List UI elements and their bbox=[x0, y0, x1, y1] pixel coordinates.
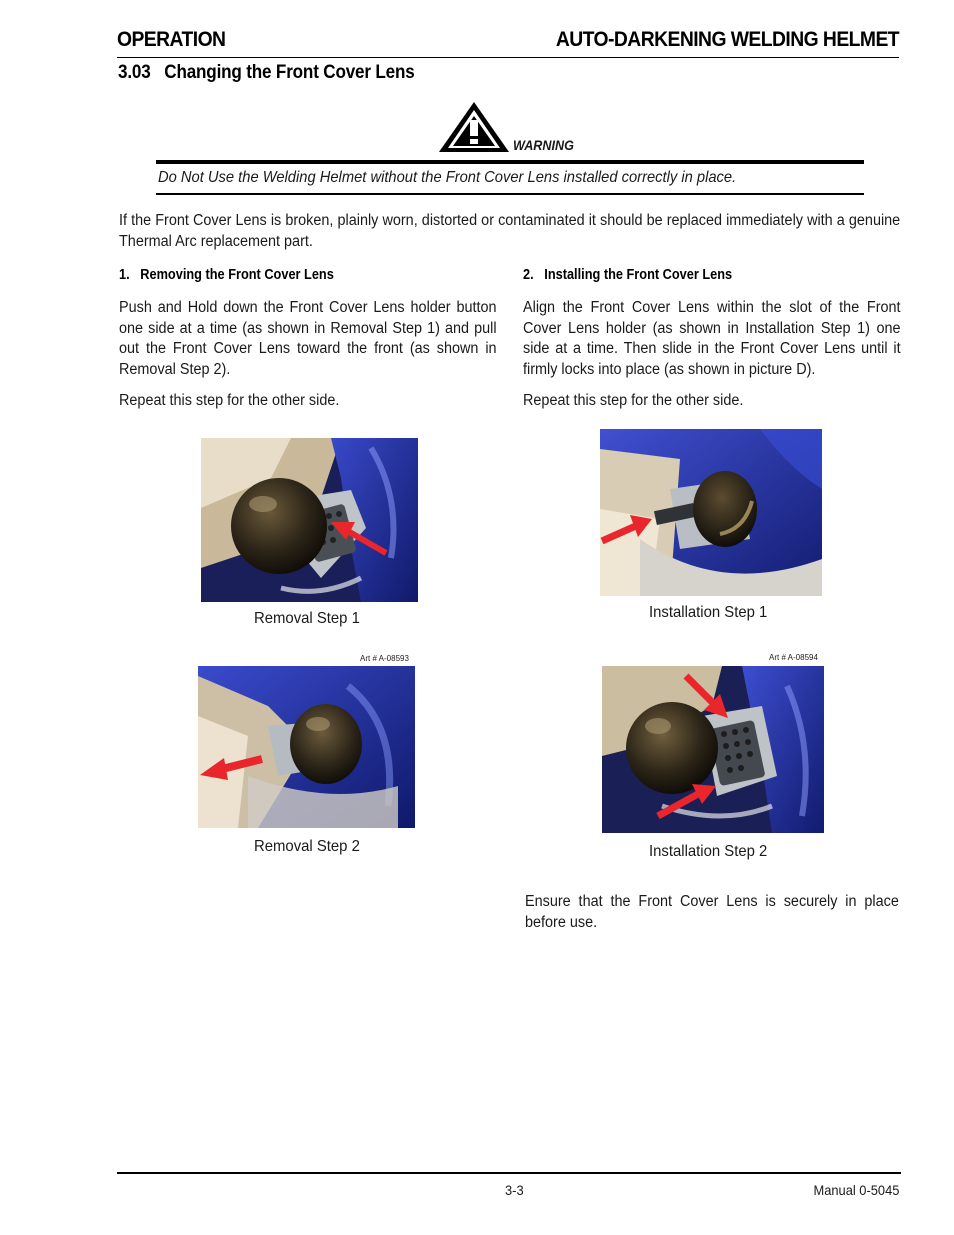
installation-step-1-photo bbox=[600, 429, 822, 596]
removing-repeat: Repeat this step for the other side. bbox=[119, 392, 340, 409]
footer-rule bbox=[117, 1172, 901, 1174]
removal-step-2-caption: Removal Step 2 bbox=[254, 838, 360, 855]
installation-step-2-caption: Installation Step 2 bbox=[649, 843, 768, 860]
installing-repeat: Repeat this step for the other side. bbox=[523, 392, 744, 409]
warning-text: Do Not Use the Welding Helmet without the Front Cover Lens installed correctly in place. bbox=[158, 169, 737, 186]
warning-triangle-icon bbox=[437, 100, 511, 154]
header-product-title: AUTO-DARKENING WELDING HELMET bbox=[555, 28, 899, 51]
warning-bottom-bar bbox=[156, 193, 864, 195]
installation-step-1-caption: Installation Step 1 bbox=[649, 604, 768, 621]
removal-art-number: Art # A-08593 bbox=[360, 654, 409, 663]
installation-art-number: Art # A-08594 bbox=[769, 653, 818, 662]
footer-manual-number: Manual 0-5045 bbox=[813, 1182, 899, 1198]
header-section-label: OPERATION bbox=[117, 28, 226, 51]
removing-heading: 1. Removing the Front Cover Lens bbox=[119, 267, 334, 283]
intro-paragraph: If the Front Cover Lens is broken, plainly worn, distorted or contaminated it should be replaced immediately with a genuine Thermal Arc replacement part. bbox=[119, 212, 901, 250]
removal-step-1-photo bbox=[201, 438, 418, 602]
warning-label: WARNING bbox=[513, 137, 574, 153]
ensure-paragraph: Ensure that the Front Cover Lens is securely in place before use. bbox=[525, 893, 899, 931]
header-rule bbox=[117, 57, 899, 58]
removing-paragraph: Push and Hold down the Front Cover Lens holder button one side at a time (as shown in Removal Step 1) and pull out the Front Cover Lens toward the front (as shown in Removal Step 2). bbox=[119, 299, 497, 379]
section-title: 3.03 Changing the Front Cover Lens bbox=[118, 62, 415, 83]
warning-top-bar bbox=[156, 160, 864, 164]
removal-step-2-photo bbox=[198, 666, 415, 828]
installation-step-2-photo bbox=[602, 666, 824, 833]
installing-paragraph: Align the Front Cover Lens within the slot of the Front Cover Lens holder (as shown in Installation Step 1) one side at a time. Then slide in the Front Cover Lens until it firmly locks into place (as shown in picture D). bbox=[523, 299, 901, 379]
installing-heading: 2. Installing the Front Cover Lens bbox=[523, 267, 733, 283]
removal-step-1-caption: Removal Step 1 bbox=[254, 610, 360, 627]
footer-page-number: 3-3 bbox=[505, 1182, 524, 1198]
